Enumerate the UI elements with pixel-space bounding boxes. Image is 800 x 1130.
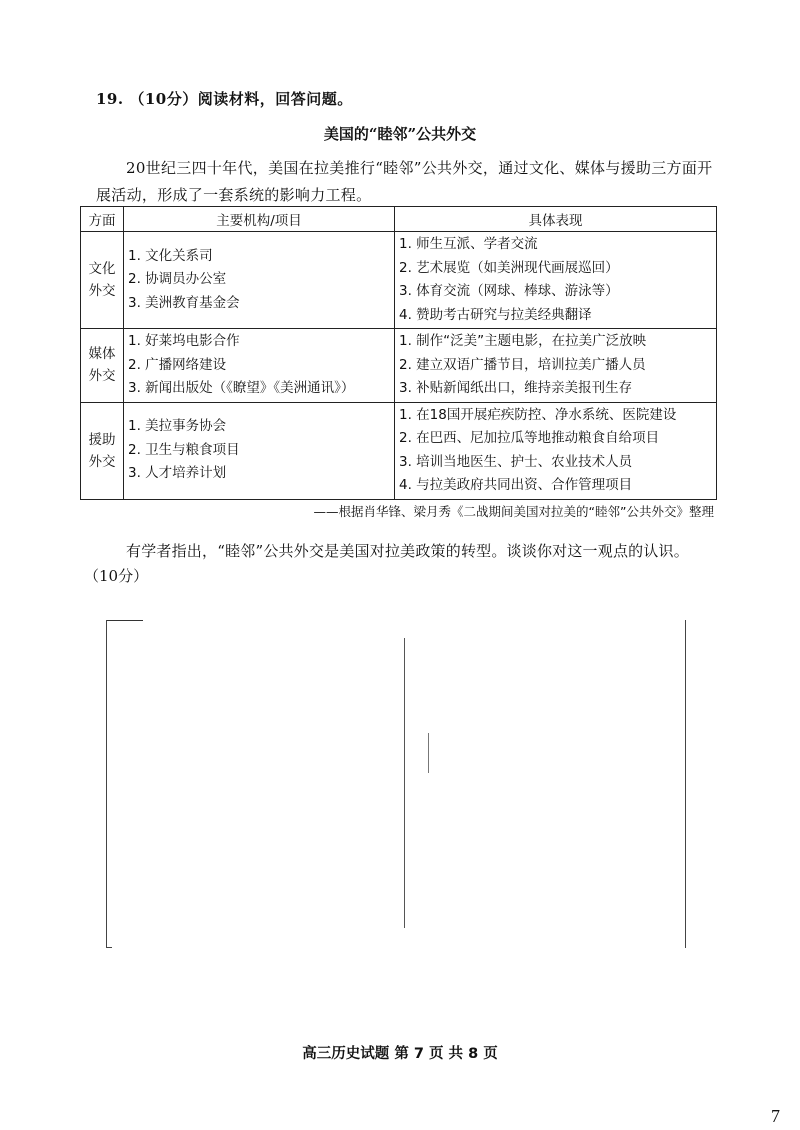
header-institutions: 主要机构/项目: [124, 207, 395, 232]
answer-area-bottom-corner: [106, 947, 112, 948]
institution-item: 2. 协调员办公室: [128, 271, 227, 288]
institution-item: 1. 文化关系司: [128, 247, 213, 264]
detail-item: 3. 培训当地医生、护士、农业技术人员: [399, 453, 633, 470]
institution-item: 3. 人才培养计划: [128, 465, 227, 482]
detail-item: 2. 艺术展览（如美洲现代画展巡回）: [399, 259, 619, 276]
aspect-text: 媒体: [88, 346, 116, 363]
table-row: [81, 402, 717, 499]
aspect-text: 外交: [88, 453, 116, 470]
institution-item: 3. 新闻出版处（《瞭望》《美洲通讯》）: [128, 380, 355, 396]
material-intro: 20世纪三四十年代，美国在拉美推行“睦邻”公共外交，通过文化、媒体与援助三方面开展活动，形成了一套系统的影响力工程。: [96, 159, 713, 204]
answer-area-corner: [106, 620, 143, 627]
aspect-text: 外交: [88, 368, 116, 385]
detail-item: 1. 制作“泛美”主题电影，在拉美广泛放映: [399, 333, 647, 349]
aspect-cell: [81, 232, 124, 329]
detail-item: 1. 在18国开展疟疾防控、净水系统、医院建设: [399, 406, 677, 423]
detail-item: 2. 在巴西、尼加拉瓜等地推动粮食自给项目: [399, 430, 660, 446]
detail-item: 1. 师生互派、学者交流: [399, 236, 538, 252]
details-cell: [395, 329, 717, 403]
detail-item: 3. 补贴新闻纸出口，维持亲美报刊生存: [399, 380, 633, 396]
answer-area-mark: [428, 733, 429, 773]
question-score: （10分）: [84, 567, 149, 585]
page-number: 7: [771, 1106, 780, 1126]
institution-item: 1. 好莱坞电影合作: [128, 333, 240, 349]
aspect-cell: [81, 402, 124, 499]
institution-item: 2. 广播网络建设: [128, 356, 227, 373]
institution-item: 2. 卫生与粮食项目: [128, 441, 240, 458]
table-row: [81, 329, 717, 403]
detail-item: 2. 建立双语广播节目，培训拉美广播人员: [399, 356, 646, 373]
answer-area-left-edge: [106, 620, 107, 948]
institutions-cell: [124, 232, 395, 329]
material-source: ——根据肖华锋、梁月秀《二战期间美国对拉美的“睦邻”公共外交》整理: [313, 504, 714, 519]
table-row: [81, 232, 717, 329]
details-cell: [395, 232, 717, 329]
answer-area[interactable]: [106, 620, 686, 948]
page-footer: 高三历史试题 第 7 页 共 8 页: [302, 1046, 498, 1062]
aspect-text: 文化: [88, 261, 116, 277]
details-cell: [395, 402, 717, 499]
institution-item: 3. 美洲教育基金会: [128, 294, 240, 311]
detail-item: 4. 与拉美政府共同出资、合作管理项目: [399, 477, 633, 493]
table-header-row: [81, 207, 717, 232]
answer-area-fold-line: [404, 638, 405, 928]
detail-item: 3. 体育交流（网球、棒球、游泳等）: [399, 283, 619, 299]
detail-item: 4. 赞助考古研究与拉美经典翻译: [399, 306, 592, 323]
material-table: [80, 206, 717, 500]
institution-item: 1. 美拉事务协会: [128, 418, 227, 435]
question-title: 19. （10分）阅读材料，回答问题。: [96, 90, 353, 108]
aspect-text: 外交: [88, 283, 116, 299]
question-prompt: 有学者指出，“睦邻”公共外交是美国对拉美政策的转型。谈谈你对这一观点的认识。: [126, 542, 689, 560]
institutions-cell: [124, 402, 395, 499]
material-subtitle: 美国的“睦邻”公共外交: [323, 125, 477, 143]
aspect-cell: [81, 329, 124, 403]
aspect-text: 援助: [88, 431, 116, 448]
header-details: 具体表现: [395, 207, 717, 232]
header-aspect: 方面: [81, 207, 124, 232]
answer-area-right-edge: [685, 620, 686, 948]
institutions-cell: [124, 329, 395, 403]
